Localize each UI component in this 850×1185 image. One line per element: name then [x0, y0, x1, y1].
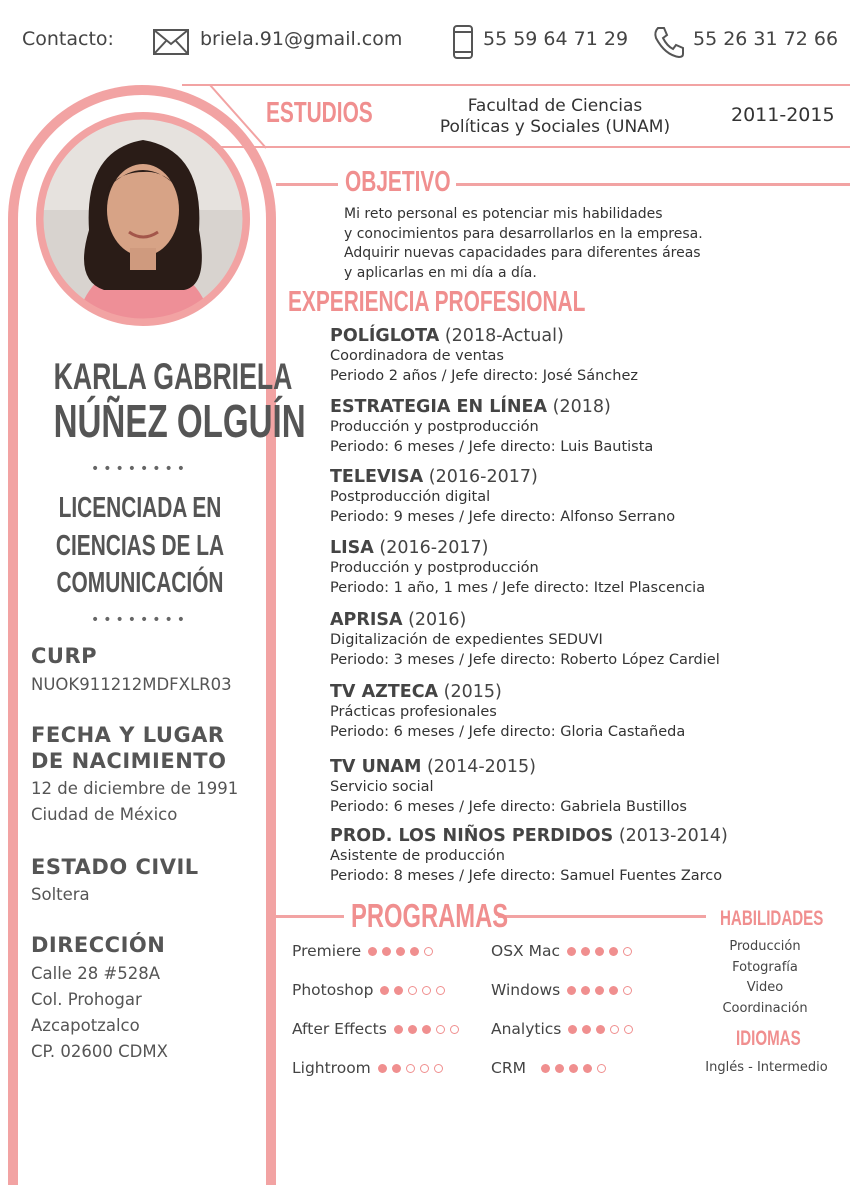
address-value	[31, 961, 168, 1065]
job-detail: Periodo 2 años / Jefe directo: José Sánchez	[330, 368, 638, 384]
rating-dot-empty	[420, 1064, 429, 1073]
job-entry	[330, 326, 638, 386]
rating-dot-filled	[567, 986, 576, 995]
skill-rating	[363, 942, 433, 960]
job-years: (2016-2017)	[428, 467, 538, 487]
rating-dot-filled	[595, 947, 604, 956]
objective-line: y aplicarlas en mi día a día.	[344, 264, 537, 281]
job-company: APRISA	[330, 610, 403, 630]
job-company: ESTRATEGIA EN LÍNEA	[330, 397, 548, 417]
job-entry	[330, 538, 705, 598]
address-line: Calle 28 #528A	[31, 964, 161, 983]
rating-dot-empty	[434, 1064, 443, 1073]
rating-dot-filled	[609, 986, 618, 995]
birth-date: 12 de diciembre de 1991	[31, 779, 239, 798]
email-link[interactable]: briela.91@gmail.com	[200, 28, 403, 50]
job-years: (2015)	[443, 682, 502, 702]
job-detail: Periodo: 1 año, 1 mes / Jefe directo: Itzel Plascencia	[330, 580, 706, 596]
rating-dot-filled	[380, 986, 389, 995]
job-entry	[330, 826, 728, 886]
program-item	[292, 942, 433, 960]
job-role: Producción y postproducción	[330, 419, 539, 435]
job-years: (2016-2017)	[379, 538, 489, 558]
job-company: PROD. LOS NIÑOS PERDIDOS	[330, 826, 614, 846]
job-company: POLÍGLOTA	[330, 326, 440, 346]
skill-item: Coordinación	[722, 1000, 808, 1016]
rating-dot-filled	[394, 1025, 403, 1034]
divider-dots: ••••••••	[90, 461, 190, 477]
full-name	[20, 356, 306, 447]
school-line: Políticas y Sociales (UNAM)	[439, 117, 671, 137]
rating-dot-filled	[596, 1025, 605, 1034]
degree	[20, 490, 260, 603]
experience-title	[288, 286, 701, 319]
rating-dot-filled	[567, 947, 576, 956]
skills-title	[720, 907, 850, 931]
rating-dot-empty	[436, 1025, 445, 1034]
job-years: (2018-Actual)	[444, 326, 564, 346]
curp-value: NUOK911212MDFXLR03	[31, 675, 232, 694]
job-company: TV UNAM	[330, 757, 422, 777]
objective-line: Mi reto personal es potenciar mis habilidades	[344, 206, 663, 222]
birth-label	[31, 722, 226, 774]
skill-rating	[562, 942, 632, 960]
address-line: Azcapotzalco	[31, 1016, 140, 1035]
job-company: TV AZTECA	[330, 682, 439, 702]
civil-label: ESTADO CIVIL	[31, 855, 199, 879]
skills-list	[700, 937, 830, 1019]
smartphone-icon	[452, 24, 474, 60]
address-line: Col. Prohogar	[31, 990, 142, 1009]
program-item	[292, 1059, 443, 1077]
rating-dot-empty	[408, 986, 417, 995]
objective-title	[345, 166, 492, 199]
rating-dot-empty	[406, 1064, 415, 1073]
rating-dot-empty	[450, 1025, 459, 1034]
programs-title	[351, 897, 569, 935]
skills-title-text: HABILIDADES	[720, 907, 824, 930]
program-name: CRM	[491, 1059, 526, 1077]
skill-rating	[563, 1020, 633, 1038]
objective-line: Adquirir nuevas capacidades para diferentes áreas	[344, 245, 701, 261]
job-role: Postproducción digital	[330, 489, 491, 505]
skill-rating	[373, 1059, 443, 1077]
skill-item: Video	[746, 980, 784, 995]
job-detail: Periodo: 3 meses / Jefe directo: Roberto López Cardiel	[330, 652, 720, 668]
birth-place: Ciudad de México	[31, 805, 178, 824]
job-company: TELEVISA	[330, 467, 424, 487]
rating-dot-empty	[623, 947, 632, 956]
program-item	[491, 1020, 633, 1038]
objective-title-text: OBJETIVO	[345, 166, 451, 198]
name-line-1: KARLA GABRIELA	[53, 356, 293, 397]
skill-rating	[562, 981, 632, 999]
degree-line: LICENCIADA EN	[58, 492, 222, 524]
rating-dot-filled	[569, 1064, 578, 1073]
programs-title-text: PROGRAMAS	[351, 897, 509, 934]
job-role: Prácticas profesionales	[330, 704, 497, 720]
phone-number[interactable]: 55 26 31 72 66	[693, 28, 839, 50]
envelope-icon	[152, 28, 190, 56]
skill-rating	[536, 1059, 606, 1077]
job-years: (2016)	[408, 610, 467, 630]
program-name: Lightroom	[292, 1059, 371, 1077]
job-company: LISA	[330, 538, 374, 558]
program-item	[292, 981, 445, 999]
rating-dot-filled	[581, 986, 590, 995]
rating-dot-filled	[368, 947, 377, 956]
program-item	[491, 1059, 606, 1077]
experience-title-text: EXPERIENCIA PROFESIONAL	[288, 286, 586, 318]
rating-dot-filled	[382, 947, 391, 956]
job-entry	[330, 467, 675, 527]
curp-label: CURP	[31, 644, 98, 668]
rating-dot-filled	[408, 1025, 417, 1034]
rating-dot-filled	[392, 1064, 401, 1073]
civil-value: Soltera	[31, 885, 90, 904]
degree-line: COMUNICACIÓN	[56, 567, 224, 600]
rating-dot-filled	[609, 947, 618, 956]
studies-years: 2011-2015	[731, 104, 835, 126]
program-name: Windows	[491, 981, 561, 999]
objective-line: y conocimientos para desarrollarlos en la empresa.	[344, 225, 703, 242]
job-detail: Periodo: 6 meses / Jefe directo: Gloria Castañeda	[330, 724, 686, 740]
birth-details	[31, 776, 238, 828]
job-role: Coordinadora de ventas	[330, 348, 504, 364]
address-line: CP. 02600 CDMX	[31, 1042, 168, 1061]
birth-label-line: DE NACIMIENTO	[31, 749, 227, 773]
rating-dot-filled	[394, 986, 403, 995]
skill-item: Fotografía	[732, 959, 798, 975]
phone-icon	[652, 25, 686, 59]
rating-dot-filled	[396, 947, 405, 956]
birth-label-line: FECHA Y LUGAR	[31, 723, 225, 747]
rating-dot-empty	[597, 1064, 606, 1073]
job-role: Producción y postproducción	[330, 560, 539, 576]
studies-connector	[180, 84, 270, 150]
job-detail: Periodo: 9 meses / Jefe directo: Alfonso Serrano	[330, 509, 676, 525]
skill-item: Producción	[729, 939, 801, 954]
program-item	[491, 942, 632, 960]
degree-line: CIENCIAS DE LA	[55, 529, 225, 562]
objective-rule-right	[456, 183, 850, 186]
languages-list	[694, 1058, 839, 1079]
rating-dot-empty	[424, 947, 433, 956]
rating-dot-filled	[582, 1025, 591, 1034]
rating-dot-filled	[583, 1064, 592, 1073]
job-entry	[330, 757, 687, 817]
programs-rule-left	[276, 915, 344, 918]
job-entry	[330, 682, 685, 742]
rating-dot-empty	[422, 986, 431, 995]
studies-title	[266, 97, 414, 130]
school-line: Facultad de Ciencias	[467, 96, 643, 116]
address-label: DIRECCIÓN	[31, 933, 166, 957]
rating-dot-filled	[581, 947, 590, 956]
rating-dot-filled	[568, 1025, 577, 1034]
contact-label: Contacto:	[22, 28, 114, 50]
studies-school	[405, 96, 705, 138]
name-line-2: NÚÑEZ OLGUÍN	[53, 394, 306, 447]
languages-title-text: IDIOMAS	[736, 1027, 801, 1050]
rating-dot-filled	[595, 986, 604, 995]
program-name: After Effects	[292, 1020, 387, 1038]
rating-dot-filled	[555, 1064, 564, 1073]
rating-dot-filled	[422, 1025, 431, 1034]
job-role: Digitalización de expedientes SEDUVI	[330, 632, 603, 648]
job-entry	[330, 610, 720, 670]
rating-dot-filled	[541, 1064, 550, 1073]
mobile-number[interactable]: 55 59 64 71 29	[483, 28, 629, 50]
rating-dot-filled	[410, 947, 419, 956]
program-name: Premiere	[292, 942, 362, 960]
job-detail: Periodo: 6 meses / Jefe directo: Gabriela Bustillos	[330, 799, 687, 815]
job-role: Asistente de producción	[330, 848, 505, 864]
program-name: OSX Mac	[491, 942, 560, 960]
skill-rating	[375, 981, 445, 999]
objective-text	[344, 205, 703, 283]
objective-rule-left	[276, 183, 338, 186]
job-detail: Periodo: 6 meses / Jefe directo: Luis Bautista	[330, 439, 654, 455]
job-years: (2013-2014)	[618, 826, 728, 846]
skill-rating	[389, 1020, 459, 1038]
rating-dot-filled	[378, 1064, 387, 1073]
job-role: Servicio social	[330, 779, 434, 795]
program-name: Analytics	[491, 1020, 562, 1038]
rating-dot-empty	[610, 1025, 619, 1034]
job-years: (2014-2015)	[426, 757, 537, 777]
job-years: (2018)	[552, 397, 611, 417]
job-detail: Periodo: 8 meses / Jefe directo: Samuel Fuentes Zarco	[330, 868, 723, 884]
rating-dot-empty	[624, 1025, 633, 1034]
program-item	[491, 981, 632, 999]
job-entry	[330, 397, 653, 457]
rating-dot-empty	[623, 986, 632, 995]
studies-title-text: ESTUDIOS	[266, 97, 373, 129]
rating-dot-empty	[436, 986, 445, 995]
divider-dots: ••••••••	[90, 612, 190, 628]
languages-title	[736, 1027, 826, 1051]
language-item: Inglés - Intermedio	[705, 1060, 828, 1075]
program-name: Photoshop	[292, 981, 374, 999]
program-item	[292, 1020, 459, 1038]
